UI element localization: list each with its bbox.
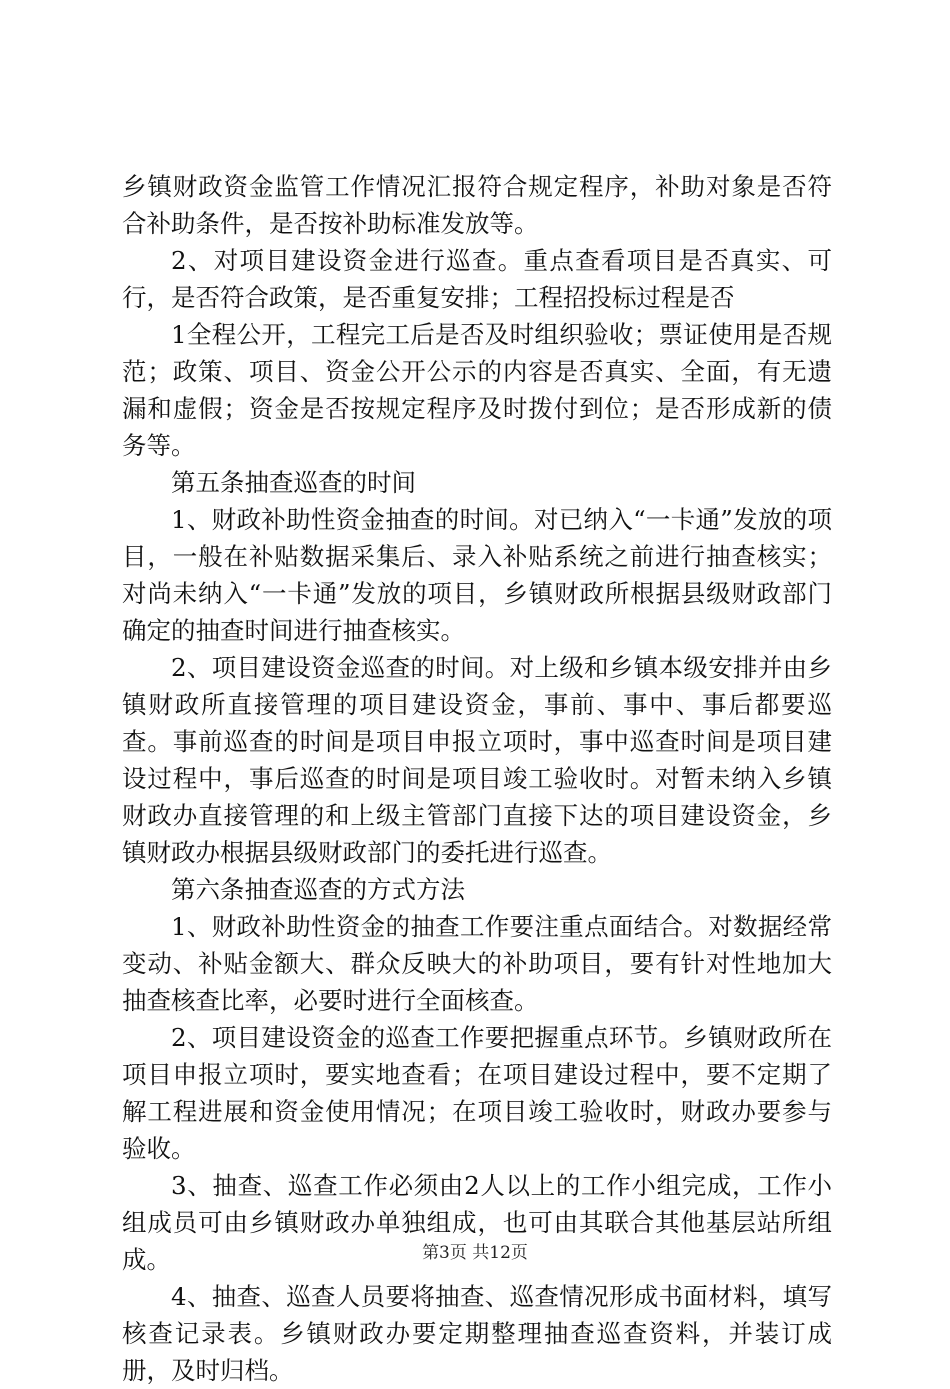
document-body (122, 168, 832, 1389)
paragraph: 3、抽查、巡查工作必须由2人以上的工作小组完成，工作小组成员可由乡镇财政办单独组成，也可由其联合其他基层站所组成。 (122, 1171, 832, 1274)
page-footer (0, 1242, 950, 1264)
section-heading: 第五条抽查巡查的时间 (171, 468, 416, 497)
paragraph: 1全程公开，工程完工后是否及时组织验收；票证使用是否规范；政策、项目、资金公开公示的内容是否真实、全面，有无遗漏和虚假；资金是否按规定程序及时拨付到位；是否形成新的债务等。 (122, 320, 832, 460)
section-heading: 第六条抽查巡查的方式方法 (171, 875, 465, 904)
paragraph: 4、抽查、巡查人员要将抽查、巡查情况形成书面材料，填写核查记录表。乡镇财政办要定期整理抽查巡查资料，并装订成册，及时归档。 (122, 1282, 832, 1385)
page-number-label: 第3页 共12页 (422, 1243, 528, 1263)
paragraph: 1、财政补助性资金抽查的时间。对已纳入“一卡通”发放的项目，一般在补贴数据采集后、录入补贴系统之前进行抽查核实；对尚未纳入“一卡通”发放的项目，乡镇财政所根据县级财政部门确定的抽查时间进行抽查核实。 (122, 505, 832, 645)
paragraph: 乡镇财政资金监管工作情况汇报符合规定程序，补助对象是否符合补助条件，是否按补助标准发放等。 (122, 172, 832, 238)
paragraph: 2、项目建设资金巡查的时间。对上级和乡镇本级安排并由乡镇财政所直接管理的项目建设资金，事前、事中、事后都要巡查。事前巡查的时间是项目申报立项时，事中巡查时间是项目建设过程中，事后巡查的时间是项目竣工验收时。对暂未纳入乡镇财政办直接管理的和上级主管部门直接下达的项目建设资金，乡镇财政办根据县级财政部门的委托进行巡查。 (122, 653, 832, 867)
paragraph: 2、对项目建设资金进行巡查。重点查看项目是否真实、可行，是否符合政策，是否重复安排；工程招投标过程是否 (122, 246, 832, 312)
paragraph: 2、项目建设资金的巡查工作要把握重点环节。乡镇财政所在项目申报立项时，要实地查看；在项目建设过程中，要不定期了解工程进展和资金使用情况；在项目竣工验收时，财政办要参与验收。 (122, 1023, 832, 1163)
paragraph: 1、财政补助性资金的抽查工作要注重点面结合。对数据经常变动、补贴金额大、群众反映大的补助项目，要有针对性地加大抽查核查比率，必要时进行全面核查。 (122, 912, 832, 1015)
